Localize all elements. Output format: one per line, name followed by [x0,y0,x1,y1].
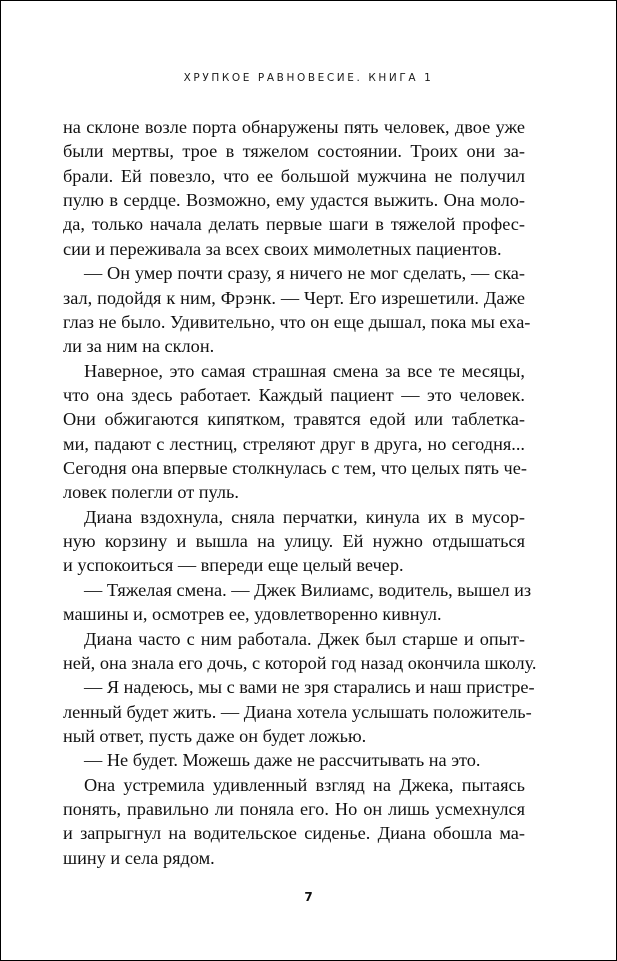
text-line: сии и переживала за всех своих мимолетных пациентов. [63,238,502,259]
text-line: что она здесь работает. Каждый пациент — это человек. [63,384,525,405]
text-line: понять, правильно ли поняла его. Но он лишь усмехнулся [63,799,525,820]
text-line: глаз не было. Удивительно, что он еще дышал, пока мы еха- [63,311,531,332]
text-line: ленный будет жить. — Диана хотела услышать положитель- [63,701,532,722]
text-line: ми, падают с лестниц, стреляют друг в друга, но сегодня... [63,433,525,454]
text-line: — Тяжелая смена. — Джек Вилиамс, водитель, вышел из [84,579,532,600]
body-text [63,115,537,870]
text-line: Сегодня она впервые столкнулась с тем, что целых пять че- [63,458,527,479]
text-line: — Не будет. Можешь даже не рассчитывать на это. [84,750,481,771]
text-line: зал, подойдя к ним, Фрэнк. — Черт. Его изрешетили. Даже [63,287,525,308]
text-line: ли за ним на склон. [63,336,215,357]
text-line: ней, она знала его дочь, с которой год назад окончила школу. [63,652,537,673]
text-line: шину и села рядом. [63,847,215,868]
text-line: Она устремила удивленный взгляд на Джека, пытаясь [84,774,525,795]
text-line: Наверное, это самая страшная смена за все те месяцы, [84,360,525,381]
text-line: — Он умер почти сразу, я ничего не мог сделать, — ска- [84,263,525,284]
text-line: ный ответ, пусть даже он будет ложью. [63,725,367,746]
text-line: Они обжигаются кипятком, травятся едой или таблетка- [63,409,525,430]
text-line: машины и, осмотрев ее, удовлетворенно кивнул. [63,604,442,625]
text-line: ловек полегли от пуль. [63,482,239,503]
text-line: и успокоиться — впереди еще целый вечер. [63,555,404,576]
text-line: пулю в сердце. Возможно, ему удастся выжить. Она моло- [63,190,525,211]
text-line: Диана часто с ним работала. Джек был старше и опыт- [84,628,525,649]
text-line: на склоне возле порта обнаружены пять человек, двое уже [63,117,525,137]
text-line: Диана вздохнула, сняла перчатки, кинула их в мусор- [84,506,525,527]
page-number: 7 [304,890,313,904]
text-line: были мертвы, трое в тяжелом состоянии. Троих они за- [63,141,525,162]
text-line: — Я надеюсь, мы с вами не зря старались и наш пристре- [84,677,535,698]
text-line: ную корзину и вышла на улицу. Ей нужно отдышаться [63,531,525,552]
text-line: и запрыгнул на водительское сиденье. Диана обошла ма- [63,823,525,844]
running-head: ХРУПКОЕ РАВНОВЕСИЕ. КНИГА 1 [183,72,434,84]
text-line: да, только начала делать первые шаги в тяжелой профес- [63,214,525,235]
text-line: брали. Ей повезло, что ее большой мужчина не получил [63,165,525,186]
